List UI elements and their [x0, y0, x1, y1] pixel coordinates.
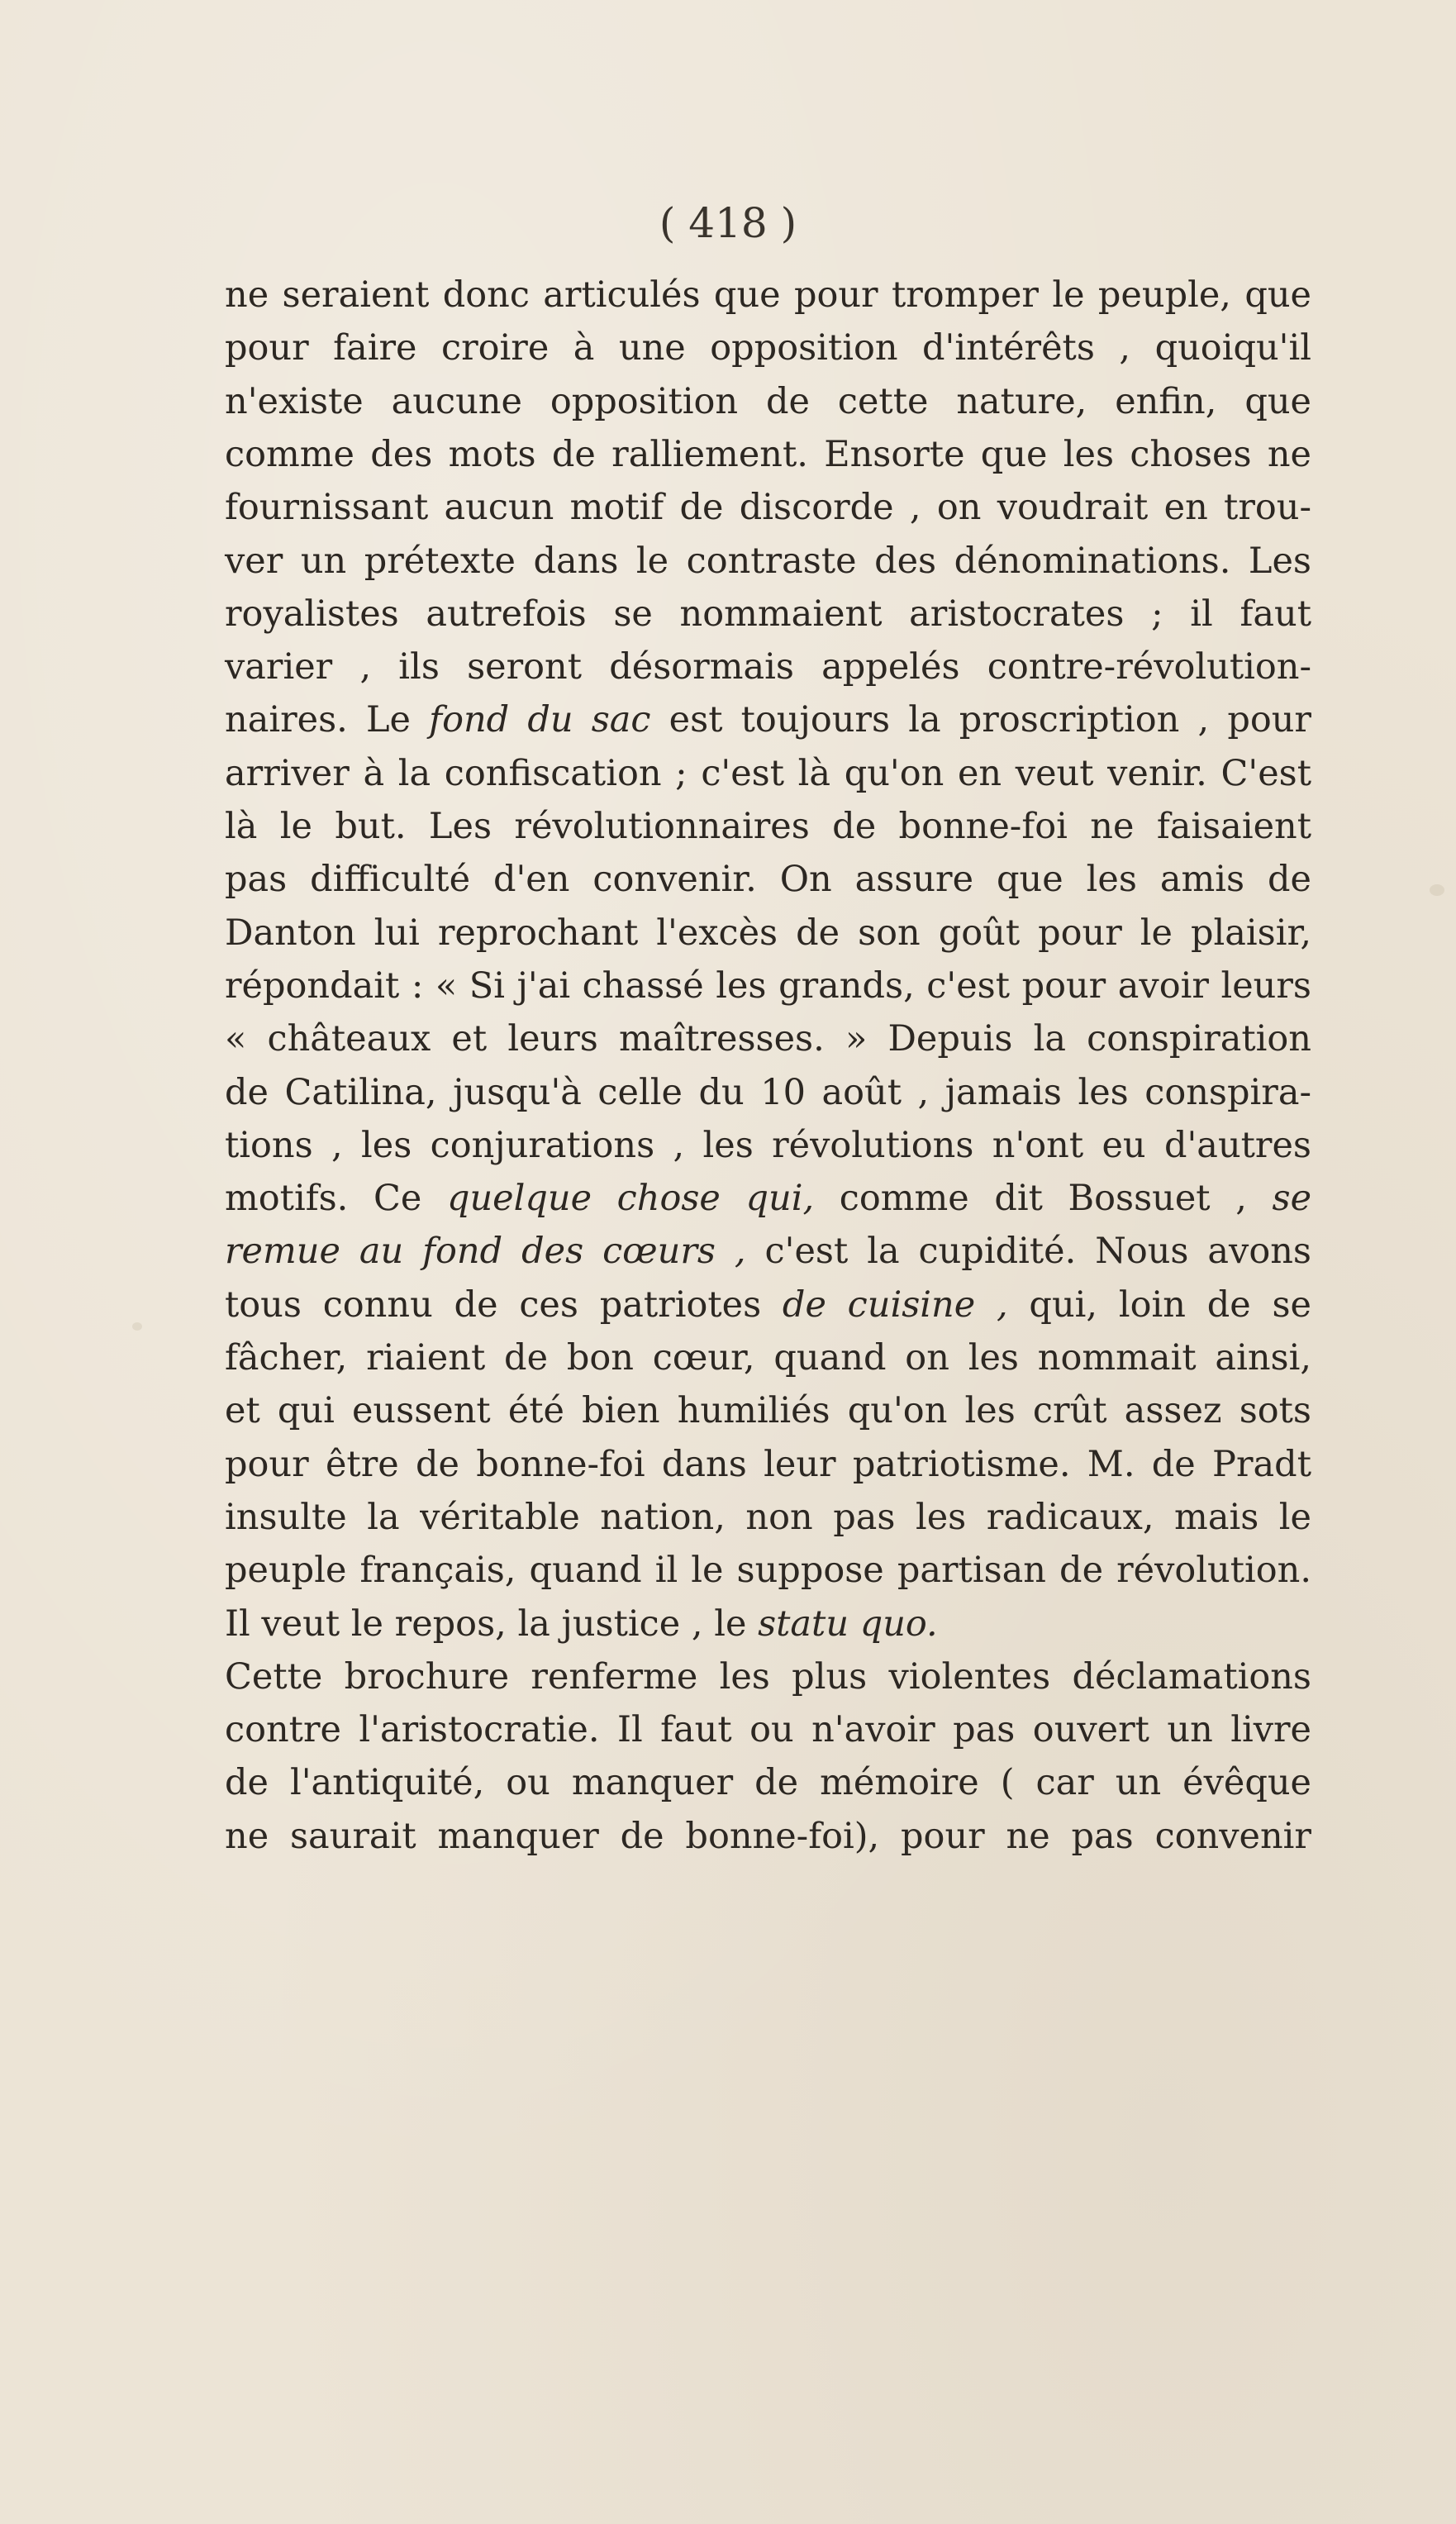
text-line [225, 269, 1311, 321]
text-line [225, 1438, 1311, 1491]
text-line [225, 535, 1311, 588]
italic-text: se [1272, 1178, 1312, 1220]
text-line [225, 1491, 1311, 1544]
text-segment: fournissant aucun motif de discorde , on voudrait en trou- [225, 487, 1311, 529]
text-segment: contre l'aristocratie. Il faut ou n'avoir pas ouvert un livre [225, 1709, 1311, 1751]
text-segment: est toujours la proscription , pour [650, 699, 1311, 741]
text-line [225, 747, 1311, 800]
text-segment: pour faire croire à une opposition d'intérêts , quoiqu'il [225, 327, 1311, 369]
text-segment: arriver à la confiscation ; c'est là qu'on en veut venir. C'est [225, 752, 1311, 794]
text-segment: tions , les conjurations , les révolutions n'ont eu d'autres [225, 1124, 1311, 1166]
text-line [225, 1279, 1311, 1331]
italic-text: fond du sac [429, 699, 651, 741]
text-line [225, 1331, 1311, 1384]
text-segment: pas difficulté d'en convenir. On assure que les amis de [225, 859, 1311, 901]
text-segment: ne seraient donc articulés que pour tromper le peuple, que [225, 274, 1311, 316]
text-line [225, 481, 1311, 534]
text-segment: et qui eussent été bien humiliés qu'on les crût assez sots [225, 1390, 1311, 1432]
text-segment: Danton lui reprochant l'excès de son goût pour le plaisir, [225, 912, 1311, 954]
text-segment: comme dit Bossuet , [814, 1178, 1273, 1220]
text-line [225, 1225, 1311, 1278]
text-line [225, 1384, 1311, 1437]
text-segment: là le but. Les révolutionnaires de bonne-foi ne faisaient [225, 806, 1311, 847]
text-segment: tous connu de ces patriotes [225, 1283, 783, 1326]
text-line [225, 1172, 1311, 1225]
text-line [225, 1756, 1311, 1809]
italic-text: quelque chose qui, [446, 1178, 815, 1220]
text-segment: Il veut le repos, la justice , le [225, 1603, 759, 1645]
page-number: ( 418 ) [659, 199, 797, 247]
text-segment: ne saurait manquer de bonne-foi), pour ne pas convenir [225, 1815, 1311, 1857]
text-line [225, 1012, 1311, 1065]
italic-text: statu quo. [758, 1603, 938, 1645]
text-line [225, 853, 1311, 906]
text-line [225, 1598, 1311, 1650]
text-segment: motifs. Ce [225, 1178, 447, 1220]
text-segment: n'existe aucune opposition de cette nature, enfin, que [225, 380, 1311, 422]
text-segment: répondait : « Si j'ai chassé les grands, c'est pour avoir leurs [225, 964, 1311, 1007]
text-segment: fâcher, riaient de bon cœur, quand on les nommait ainsi, [225, 1337, 1311, 1379]
text-segment: ver un prétexte dans le contraste des dénominations. Les [225, 540, 1311, 582]
text-segment: « châteaux et leurs maîtresses. » Depuis la conspiration [225, 1018, 1311, 1060]
text-line [225, 800, 1311, 853]
text-segment: royalistes autrefois se nommaient aristocrates ; il faut [225, 593, 1311, 635]
text-line [225, 907, 1311, 960]
text-line [225, 588, 1311, 641]
paper-stain [132, 1322, 142, 1331]
text-line [225, 375, 1311, 428]
text-line [225, 428, 1311, 481]
text-segment: de Catilina, jusqu'à celle du 10 août , jamais les conspira- [225, 1071, 1311, 1113]
text-line [225, 960, 1311, 1012]
text-line [225, 693, 1311, 746]
text-segment: comme des mots de ralliement. Ensorte que les choses ne [225, 433, 1311, 475]
text-line [225, 1650, 1311, 1703]
text-line [225, 1119, 1311, 1172]
text-segment: naires. Le [225, 699, 430, 741]
text-segment: varier , ils seront désormais appelés contre-révolution- [225, 646, 1311, 688]
text-segment: pour être de bonne-foi dans leur patriotisme. M. de Pradt [225, 1443, 1311, 1485]
text-line [225, 1703, 1311, 1756]
text-line [225, 321, 1311, 374]
italic-text: de cuisine , [782, 1283, 1008, 1326]
text-segment: qui, loin de se [1007, 1283, 1312, 1326]
text-line [225, 1544, 1311, 1597]
paper-stain [1430, 884, 1444, 896]
text-segment: de l'antiquité, ou manquer de mémoire ( car un évêque [225, 1762, 1311, 1804]
text-segment: c'est la cupidité. Nous avons [745, 1231, 1311, 1273]
text-line [225, 641, 1311, 693]
text-segment: Cette brochure renferme les plus violentes déclamations [225, 1655, 1311, 1698]
text-line [225, 1810, 1311, 1863]
text-segment: insulte la véritable nation, non pas les radicaux, mais le [225, 1496, 1311, 1538]
italic-text: remue au fond des cœurs , [225, 1231, 746, 1273]
text-line [225, 1066, 1311, 1119]
text-segment: peuple français, quand il le suppose partisan de révolution. [225, 1550, 1311, 1592]
